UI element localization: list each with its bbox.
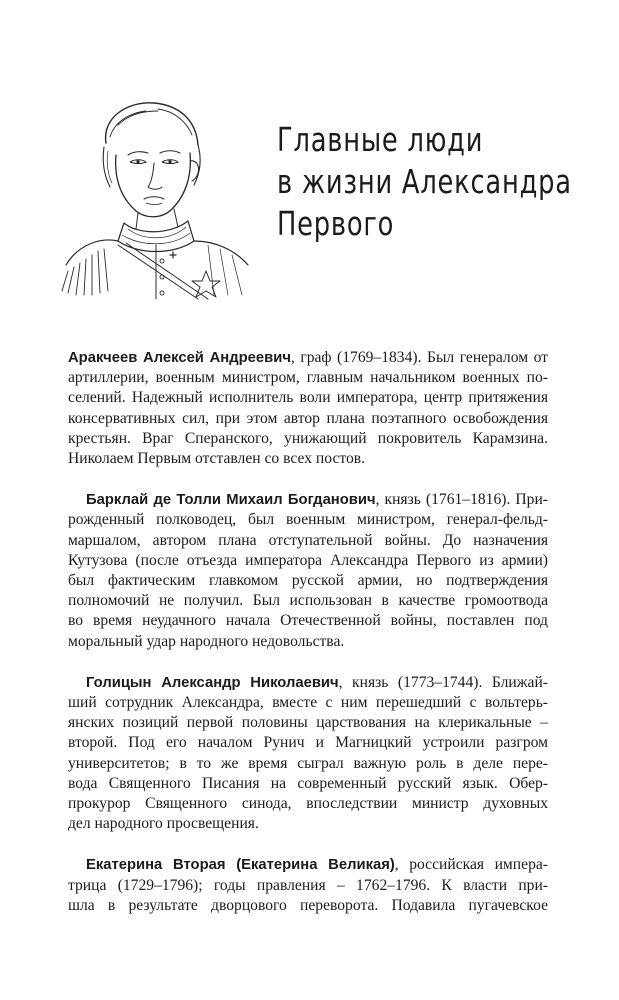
text-line (68, 490, 548, 510)
text-line: во время неудачного начала Отечественной войны, поставлен под (68, 612, 548, 630)
biography-entry (68, 348, 548, 469)
biography-list (68, 348, 548, 937)
biography-entry (68, 855, 548, 916)
chapter-title-line: в жизни Александра (277, 162, 572, 201)
portrait-illustration (58, 95, 258, 300)
text-line: селений. Надежный исполнитель воли императора, центр притяжения (68, 389, 548, 407)
text-line: второй. Под его началом Рунич и Магницкий устроили разгром (68, 734, 548, 752)
entry-text: , граф (1769–1834). Был генералом от (290, 349, 548, 366)
text-line: шла в результате дворцового переворота. Подавила пугачевское (68, 896, 548, 914)
text-line: маршалом, автором плана отступательной войны. До назначения (68, 531, 548, 549)
person-name: Екатерина Вторая (Екатерина Великая) (86, 857, 395, 874)
text-line: дел народного просвещения. (68, 815, 259, 833)
text-line: консервативных сил, при этом автор плана поэтапного освобождения (68, 409, 548, 427)
text-line: Кутузова (после отъезда императора Александра Первого из армии) (68, 551, 548, 569)
text-line: крестьян. Враг Сперанского, унижающий покровитель Карамзина. (68, 429, 548, 447)
entry-text: , князь (1761–1816). При- (375, 491, 549, 509)
text-line (68, 348, 548, 368)
chapter-title-line: Главные люди (277, 120, 484, 159)
text-line: янских позиций первой половины царствования на клерикальные – (68, 714, 548, 732)
text-line (68, 855, 548, 875)
chapter-title-line: Первого (277, 204, 395, 243)
text-line: был фактическим главкомом русской армии, но подтверждения (68, 572, 548, 590)
text-line: моральный удар народного недовольства. (68, 632, 345, 650)
text-line: рожденный полководец, был военным министром, генерал-фельд- (68, 511, 548, 529)
biography-entry (68, 490, 548, 652)
text-line: трица (1729–1796); годы правления – 1762–1796. К власти при- (68, 876, 548, 894)
text-line: ший сотрудник Александра, вместе с ним перешедший с вольтерь- (68, 694, 548, 712)
person-name: Голицын Александр Николаевич (86, 674, 339, 691)
biography-entry (68, 673, 548, 835)
text-line: Николаем Первым отставлен со всех постов. (68, 450, 366, 468)
text-line: университетов; в то же время сыграл важную роль в деле пере- (68, 754, 548, 772)
text-line: полномочий не получил. Был использован в качестве громоотвода (68, 592, 548, 610)
person-name: Аракчеев Алексей Андреевич (68, 350, 291, 366)
text-line (68, 673, 548, 693)
text-line: вода Священного Писания на современный русский язык. Обер- (68, 774, 548, 792)
text-line: прокурор Священного синода, впоследствии министр духовных (68, 795, 548, 813)
entry-text: , российская импера- (394, 856, 548, 874)
person-name: Барклай де Толли Михаил Богданович (86, 492, 376, 509)
entry-text: , князь (1773–1744). Ближай- (338, 673, 548, 691)
text-line: артиллерии, военным министром, главным начальником военных по- (68, 369, 548, 387)
chapter-title (277, 119, 572, 245)
